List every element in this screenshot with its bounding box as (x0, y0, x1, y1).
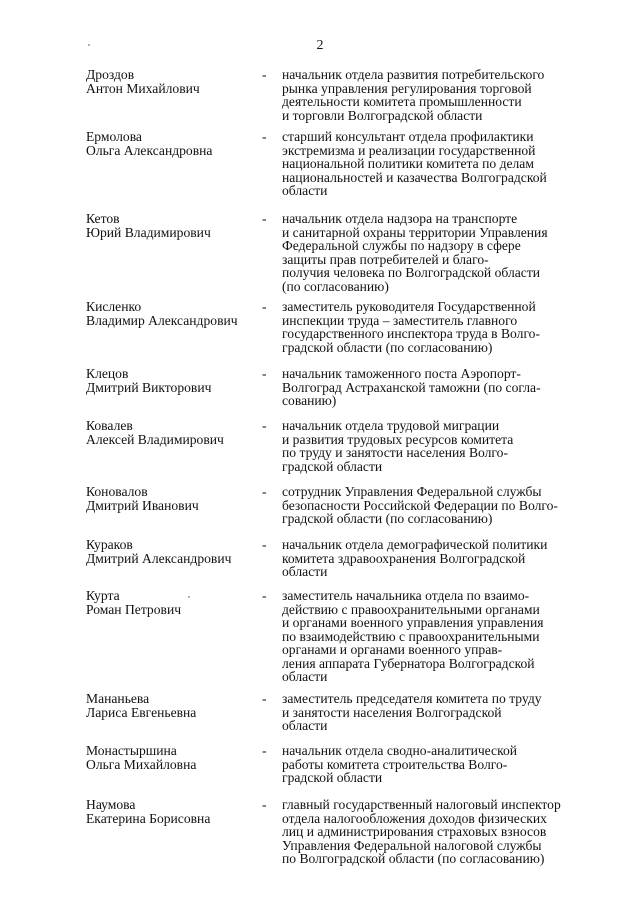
position-line: действию с правоохранительными органами (282, 601, 540, 617)
member-position (282, 300, 579, 354)
member-given-names: Лариса Евгеньевна (86, 704, 197, 720)
member-given-names: Алексей Владимирович (86, 431, 224, 447)
position-line: начальник отдела демографической политики (282, 537, 548, 552)
position-line: органами и органами военного управ- (282, 642, 503, 657)
member-name (86, 692, 256, 719)
position-line: защиты прав потребителей и благо- (282, 251, 489, 267)
position-line: (по согласованию) (282, 278, 389, 294)
position-line: заместитель начальника отдела по взаимо- (282, 588, 530, 603)
member-surname: Мананьева (86, 691, 150, 706)
position-line: безопасности Российской Федерации по Волго- (282, 497, 558, 513)
entry-dash: - (262, 588, 267, 603)
position-line: градской области (282, 770, 383, 785)
member-name (86, 419, 256, 446)
member-name (86, 744, 256, 771)
position-line: области (282, 183, 328, 198)
member-surname: Коновалов (86, 484, 148, 499)
member-surname: Монастыршина (86, 743, 177, 758)
position-line: Волгоград Астраханской таможни (по согла- (282, 379, 541, 395)
member-name (86, 367, 256, 394)
position-line: и органами военного управления управления (282, 615, 544, 630)
member-given-names: Ольга Михайловна (86, 756, 197, 772)
member-name (86, 589, 256, 616)
position-line: градской области (по согласованию) (282, 511, 493, 526)
position-line: отдела налогообложения доходов физических (282, 810, 547, 826)
position-line: области (282, 718, 328, 733)
member-position (282, 485, 579, 526)
position-line: градской области (по согласованию) (282, 339, 493, 355)
member-given-names: Екатерина Борисовна (86, 810, 211, 826)
position-line: заместитель руководителя Государственной (282, 299, 536, 314)
member-given-names: Владимир Александрович (86, 312, 238, 328)
position-line: и развития трудовых ресурсов комитета (282, 431, 514, 447)
member-position (282, 798, 579, 866)
position-line: национальной политики комитета по делам (282, 156, 534, 171)
member-position (282, 130, 579, 198)
member-surname: Курта (86, 588, 120, 603)
position-line: по Волгоградской области (по согласованию) (282, 851, 545, 866)
position-line: сотрудник Управления Федеральной службы (282, 484, 542, 499)
position-line: государственного инспектора труда в Волго- (282, 326, 541, 341)
position-line: комитета здравоохранения Волгоградской (282, 550, 526, 566)
member-given-names: Ольга Александровна (86, 142, 213, 158)
scan-speck (88, 44, 90, 46)
scan-speck (188, 596, 190, 598)
member-position (282, 367, 579, 408)
member-position (282, 68, 579, 122)
position-line: работы комитета строительства Волго- (282, 756, 508, 772)
member-surname: Клецов (86, 366, 129, 381)
member-surname: Кураков (86, 537, 133, 552)
entry-dash: - (262, 418, 267, 433)
position-line: и занятости населения Волгоградской (282, 704, 502, 720)
member-surname: Ковалев (86, 418, 133, 433)
member-given-names: Дмитрий Иванович (86, 497, 199, 513)
member-position (282, 692, 579, 733)
member-position (282, 538, 579, 579)
member-given-names: Дмитрий Александрович (86, 550, 232, 566)
entry-dash: - (262, 484, 267, 499)
member-surname: Дроздов (86, 67, 135, 82)
position-line: рынка управления регулирования торговой (282, 80, 532, 96)
position-line: ления аппарата Губернатора Волгоградской (282, 655, 535, 671)
position-line: по труду и занятости населения Волго- (282, 445, 508, 460)
position-line: сованию) (282, 393, 337, 408)
position-line: и санитарной охраны территории Управления (282, 224, 548, 240)
position-line: главный государственный налоговый инспектор (282, 797, 561, 812)
entry-dash: - (262, 67, 267, 82)
member-given-names: Дмитрий Викторович (86, 379, 212, 395)
entry-dash: - (262, 743, 267, 758)
member-given-names: Юрий Владимирович (86, 224, 211, 240)
member-name (86, 68, 256, 95)
position-line: деятельности комитета промышленности (282, 94, 522, 109)
position-line: лиц и администрирования страховых взносов (282, 824, 547, 839)
member-position (282, 589, 579, 684)
position-line: градской области (282, 458, 383, 474)
page-number: 2 (316, 38, 324, 53)
position-line: начальник таможенного поста Аэропорт- (282, 366, 521, 381)
entry-dash: - (262, 299, 267, 314)
member-surname: Кисленко (86, 299, 142, 314)
entry-dash: - (262, 797, 267, 812)
member-name (86, 798, 256, 825)
position-line: национальностей и казачества Волгоградской (282, 169, 547, 185)
member-name (86, 485, 256, 512)
position-line: и торговли Волгоградской области (282, 107, 483, 123)
position-line: инспекции труда – заместитель главного (282, 312, 518, 328)
member-name (86, 212, 256, 239)
entry-dash: - (262, 537, 267, 552)
member-surname: Ермолова (86, 129, 142, 144)
member-name (86, 300, 256, 327)
entry-dash: - (262, 211, 267, 226)
position-line: старший консультант отдела профилактики (282, 129, 534, 144)
position-line: заместитель председателя комитета по труду (282, 691, 542, 706)
member-position (282, 419, 579, 473)
entry-dash: - (262, 129, 267, 144)
position-line: начальник отдела трудовой миграции (282, 418, 500, 433)
position-line: начальник отдела надзора на транспорте (282, 211, 518, 226)
member-name (86, 130, 256, 157)
member-surname: Кетов (86, 211, 120, 226)
position-line: начальник отдела развития потребительского (282, 67, 545, 82)
member-given-names: Роман Петрович (86, 601, 182, 617)
position-line: получия человека по Волгоградской области (282, 265, 541, 280)
member-position (282, 212, 579, 293)
position-line: области (282, 669, 328, 684)
position-line: по взаимодействию с правоохранительными (282, 628, 540, 644)
entry-dash: - (262, 366, 267, 381)
member-name (86, 538, 256, 565)
position-line: Федеральной службы по надзору в сфере (282, 238, 521, 253)
member-surname: Наумова (86, 797, 136, 812)
member-given-names: Антон Михайлович (86, 80, 200, 96)
position-line: экстремизма и реализации государственной (282, 142, 536, 158)
entry-dash: - (262, 691, 267, 706)
position-line: Управления Федеральной налоговой службы (282, 837, 542, 853)
member-position (282, 744, 579, 785)
position-line: области (282, 564, 328, 579)
position-line: начальник отдела сводно-аналитической (282, 743, 518, 758)
